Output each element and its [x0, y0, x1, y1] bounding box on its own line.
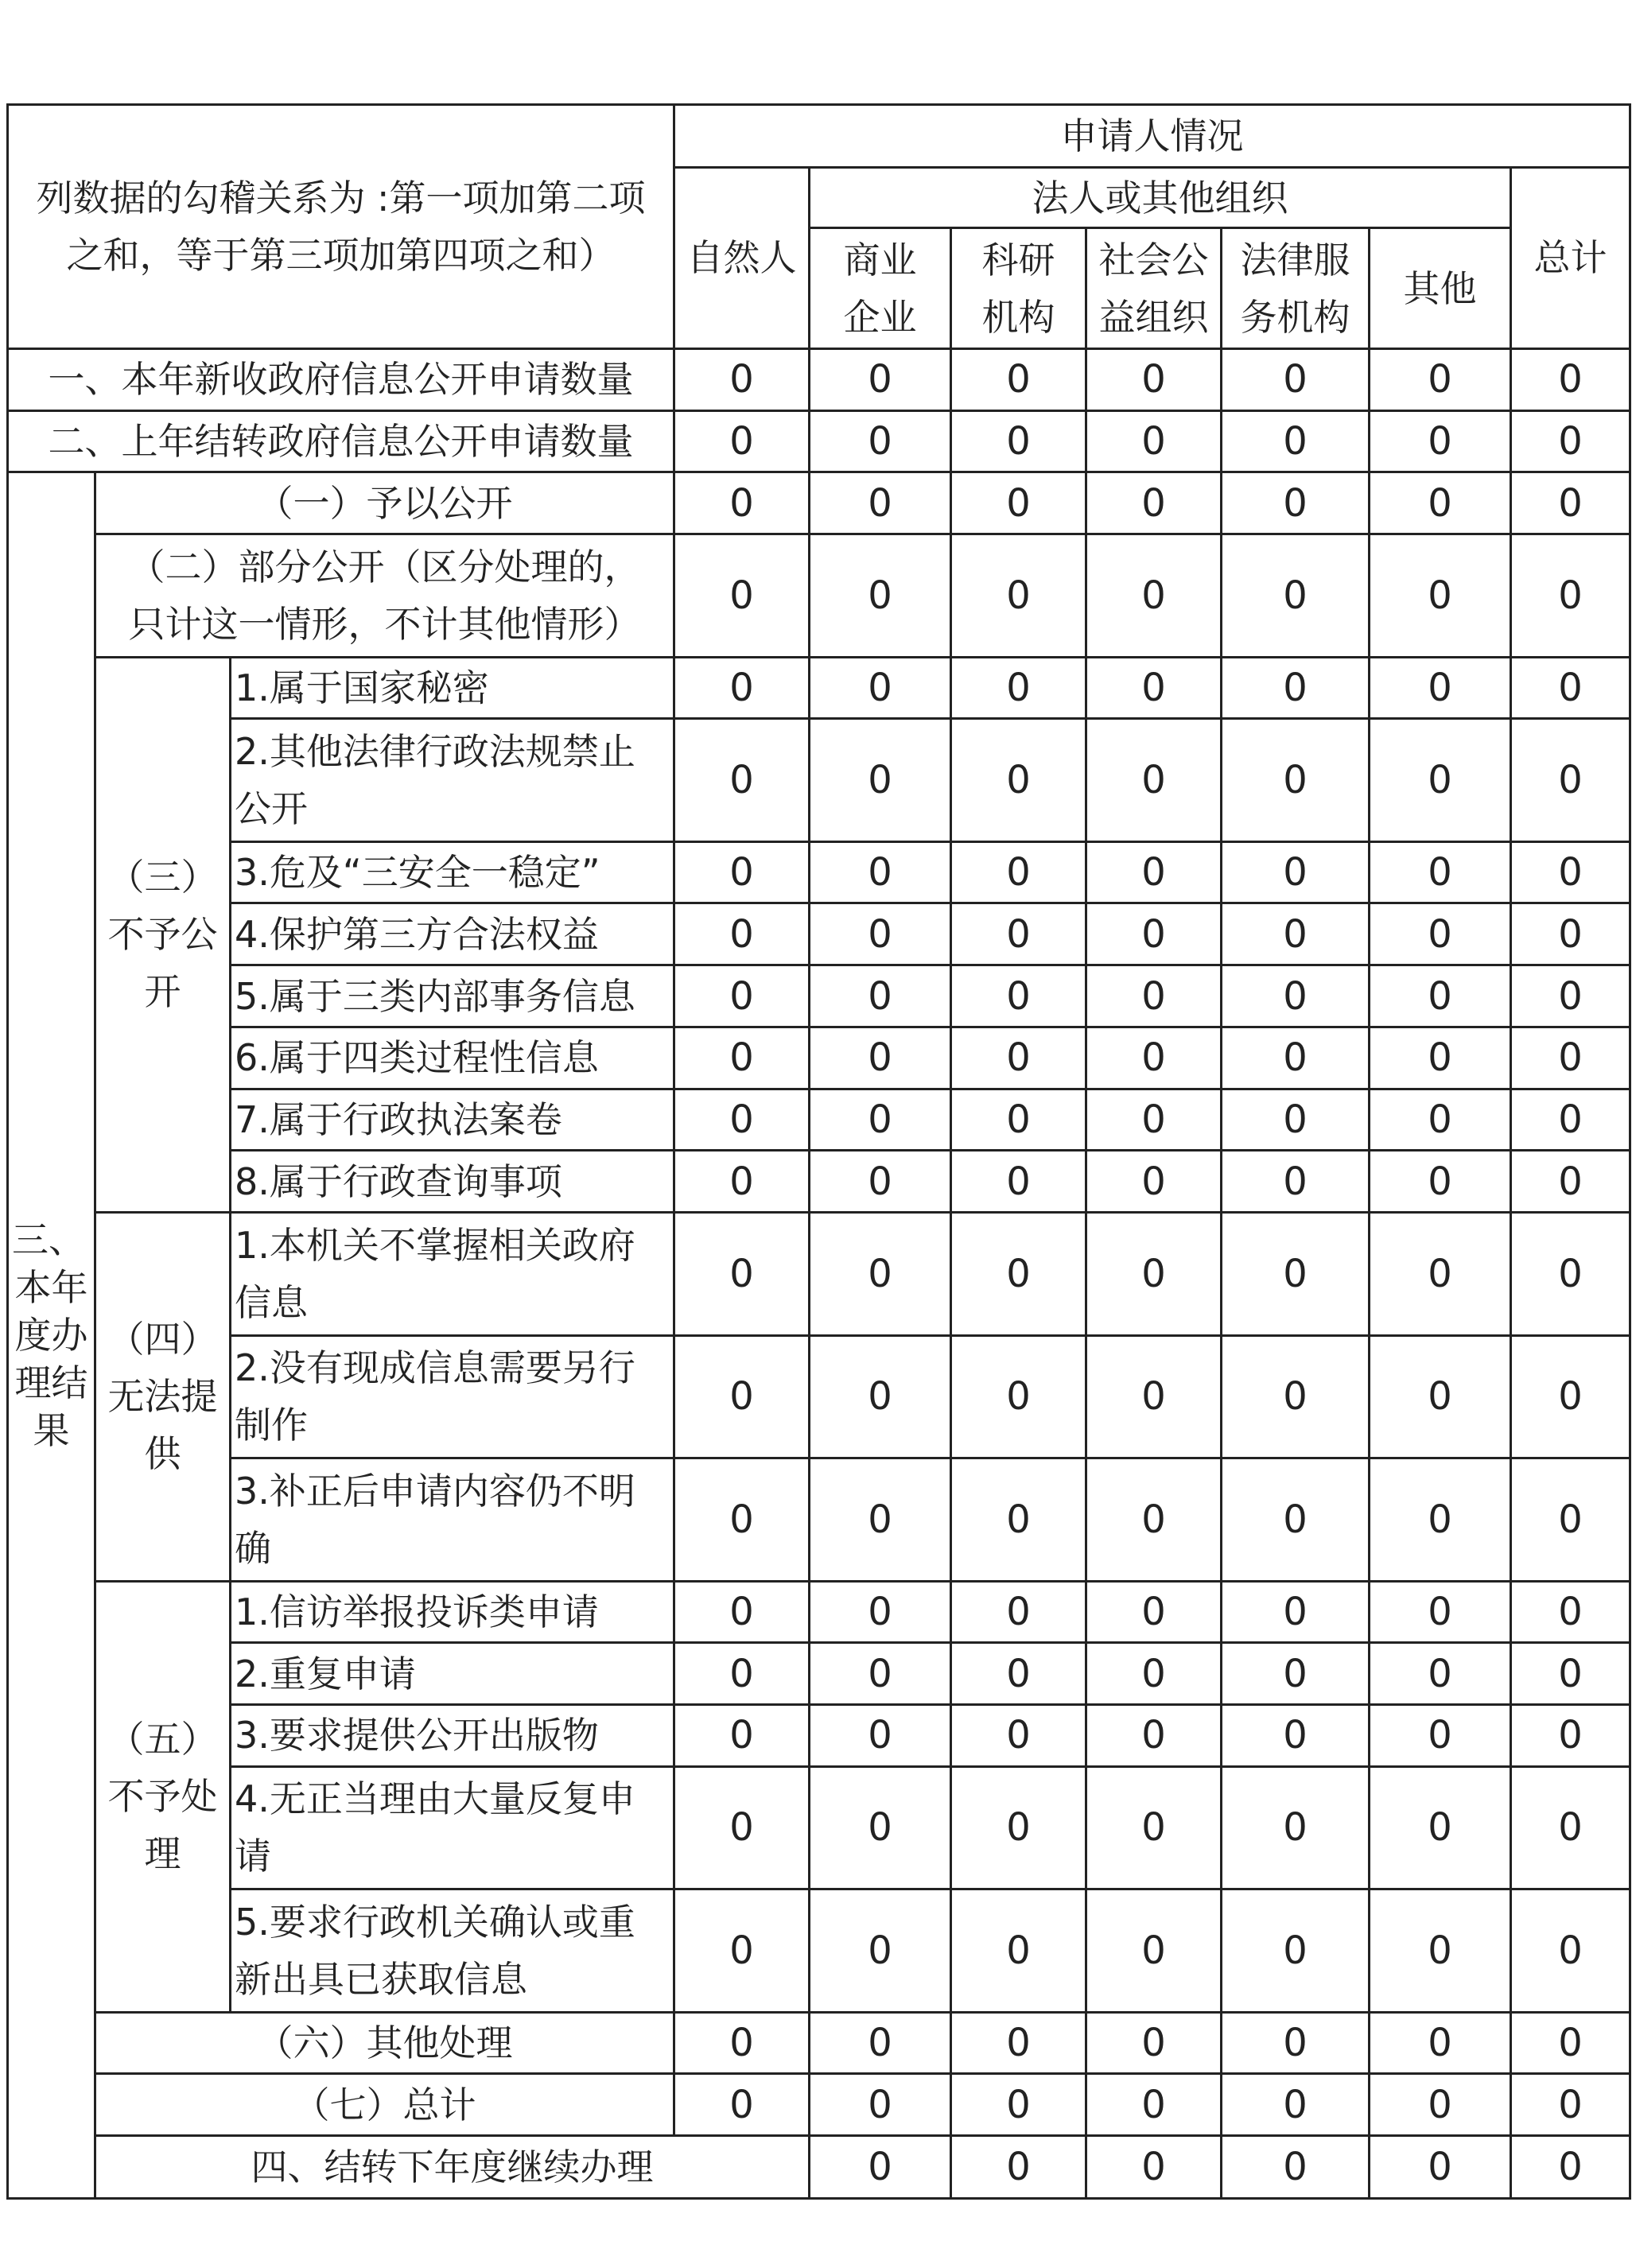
item-label [231, 1213, 674, 1335]
commercial-header [810, 228, 951, 348]
commercial-header-line1: 商业 [843, 238, 917, 282]
value-cell: 0 [1222, 1766, 1370, 1889]
value-cell: 0 [1511, 472, 1630, 534]
value-cell: 0 [674, 1766, 810, 1889]
section-1-label: 一、本年新收政府信息公开申请数量 [8, 348, 674, 410]
value-cell: 0 [810, 472, 951, 534]
value-cell: 0 [1511, 1581, 1630, 1643]
value-cell: 0 [1222, 1151, 1370, 1213]
group-3-line3: 开 [144, 970, 181, 1014]
value-cell: 0 [1222, 410, 1370, 472]
other-header: 其他 [1370, 228, 1511, 348]
research-header-line1: 科研 [981, 238, 1055, 282]
value-cell: 0 [1511, 719, 1630, 841]
value-cell: 0 [951, 1766, 1086, 1889]
value-cell: 0 [1222, 841, 1370, 903]
value-cell: 0 [1370, 965, 1511, 1027]
value-cell: 0 [1370, 1581, 1511, 1643]
value-cell: 0 [1222, 1581, 1370, 1643]
value-cell: 0 [810, 1704, 951, 1766]
table-row [8, 1089, 1630, 1151]
table-row [8, 1581, 1630, 1643]
section-4-label: 四、结转下年度继续办理 [95, 2136, 810, 2199]
research-header [951, 228, 1086, 348]
value-cell: 0 [1511, 841, 1630, 903]
value-cell: 0 [1086, 1766, 1222, 1889]
value-cell: 0 [674, 1889, 810, 2012]
value-cell: 0 [1086, 1643, 1222, 1705]
table-row [8, 1704, 1630, 1766]
table-row [8, 1335, 1630, 1458]
value-cell: 0 [951, 903, 1086, 965]
item-label [231, 719, 674, 841]
value-cell: 0 [1086, 410, 1222, 472]
value-cell: 0 [810, 657, 951, 719]
item-label: 1.属于国家秘密 [231, 657, 674, 719]
item-label-line1: 2.没有现成信息需要另行 [235, 1346, 635, 1390]
legal-service-header-line2: 务机构 [1240, 295, 1350, 339]
value-cell: 0 [1511, 657, 1630, 719]
value-cell: 0 [1511, 1458, 1630, 1581]
item-label-line2: 公开 [235, 787, 308, 830]
group-2-label [95, 534, 674, 657]
value-cell: 0 [1086, 1458, 1222, 1581]
value-cell: 0 [1086, 2136, 1222, 2199]
value-cell: 0 [1511, 965, 1630, 1027]
item-label [231, 1889, 674, 2012]
item-label: 1.信访举报投诉类申请 [231, 1581, 674, 1643]
section-3-line1: 三、 [12, 1218, 85, 1262]
group-5-line2: 不予处 [107, 1775, 218, 1819]
section-3-line2: 本年 [14, 1266, 88, 1310]
item-label-line2: 确 [235, 1526, 271, 1570]
group-3-label [95, 657, 231, 1213]
item-label: 7.属于行政执法案卷 [231, 1089, 674, 1151]
value-cell: 0 [674, 1581, 810, 1643]
table-row [8, 2074, 1630, 2136]
natural-person-header: 自然人 [674, 167, 810, 348]
value-cell: 0 [1222, 657, 1370, 719]
value-cell: 0 [674, 1704, 810, 1766]
value-cell: 0 [951, 1458, 1086, 1581]
item-label: 3.危及“三安全一稳定” [231, 841, 674, 903]
value-cell: 0 [810, 903, 951, 965]
value-cell: 0 [674, 1213, 810, 1335]
value-cell: 0 [951, 348, 1086, 410]
value-cell: 0 [1222, 719, 1370, 841]
value-cell: 0 [810, 1335, 951, 1458]
legal-group-header: 法人或其他组织 [810, 167, 1511, 228]
item-label: 6.属于四类过程性信息 [231, 1027, 674, 1089]
legal-service-header-line1: 法律服 [1240, 238, 1350, 282]
corner-header-line1: 列数据的勾稽关系为 :第一项加第二项 [36, 176, 646, 219]
table-row [8, 965, 1630, 1027]
group-4-label [95, 1213, 231, 1581]
item-label-line2: 制作 [235, 1404, 308, 1447]
value-cell: 0 [674, 657, 810, 719]
value-cell: 0 [1370, 410, 1511, 472]
value-cell: 0 [674, 841, 810, 903]
corner-header-cell [8, 105, 674, 349]
item-label-line1: 2.其他法律行政法规禁止 [235, 730, 635, 773]
table-row [8, 903, 1630, 965]
value-cell: 0 [810, 1151, 951, 1213]
value-cell: 0 [1086, 719, 1222, 841]
table-row [8, 1643, 1630, 1705]
table-row [8, 2012, 1630, 2074]
value-cell: 0 [810, 965, 951, 1027]
value-cell: 0 [810, 841, 951, 903]
value-cell: 0 [674, 410, 810, 472]
commercial-header-line2: 企业 [843, 295, 917, 339]
table-row [8, 534, 1630, 657]
table-row [8, 657, 1630, 719]
value-cell: 0 [1511, 1027, 1630, 1089]
value-cell: 0 [1511, 2136, 1630, 2199]
group-6-label: （六）其他处理 [95, 2012, 674, 2074]
value-cell: 0 [1222, 2012, 1370, 2074]
statistics-table [6, 103, 1631, 2200]
value-cell: 0 [810, 2012, 951, 2074]
value-cell: 0 [1086, 2074, 1222, 2136]
item-label [231, 1766, 674, 1889]
total-header: 总计 [1511, 167, 1630, 348]
public-org-header-line1: 社会公 [1098, 238, 1209, 282]
value-cell: 0 [674, 2074, 810, 2136]
value-cell: 0 [810, 1643, 951, 1705]
value-cell: 0 [1086, 348, 1222, 410]
table-row [8, 472, 1630, 534]
value-cell: 0 [674, 1335, 810, 1458]
value-cell: 0 [1370, 1213, 1511, 1335]
value-cell: 0 [1370, 1151, 1511, 1213]
item-label: 5.属于三类内部事务信息 [231, 965, 674, 1027]
value-cell: 0 [1370, 2074, 1511, 2136]
value-cell: 0 [1222, 1335, 1370, 1458]
value-cell: 0 [1086, 965, 1222, 1027]
value-cell: 0 [1086, 2012, 1222, 2074]
value-cell: 0 [1370, 841, 1511, 903]
item-label-line2: 信息 [235, 1280, 308, 1324]
value-cell: 0 [1086, 1213, 1222, 1335]
value-cell: 0 [951, 1213, 1086, 1335]
value-cell: 0 [810, 1089, 951, 1151]
value-cell: 0 [1222, 1213, 1370, 1335]
value-cell: 0 [951, 1089, 1086, 1151]
table-row [8, 841, 1630, 903]
section-3-line4: 理结 [14, 1361, 88, 1405]
table-row [8, 1027, 1630, 1089]
value-cell: 0 [1222, 1643, 1370, 1705]
item-label [231, 1458, 674, 1581]
value-cell: 0 [1222, 2074, 1370, 2136]
value-cell: 0 [674, 2012, 810, 2074]
value-cell: 0 [951, 1704, 1086, 1766]
value-cell: 0 [1370, 657, 1511, 719]
group-3-line1: （三） [107, 856, 218, 899]
value-cell: 0 [674, 903, 810, 965]
value-cell: 0 [674, 1151, 810, 1213]
section-3-line5: 果 [33, 1409, 70, 1453]
value-cell: 0 [951, 841, 1086, 903]
item-label-line2: 新出具已获取信息 [235, 1957, 527, 2001]
value-cell: 0 [1086, 534, 1222, 657]
value-cell: 0 [810, 719, 951, 841]
value-cell: 0 [951, 719, 1086, 841]
value-cell: 0 [810, 1766, 951, 1889]
value-cell: 0 [1370, 1889, 1511, 2012]
value-cell: 0 [674, 534, 810, 657]
group-4-line3: 供 [144, 1432, 181, 1476]
value-cell: 0 [951, 1889, 1086, 2012]
value-cell: 0 [1086, 1335, 1222, 1458]
value-cell: 0 [1370, 2012, 1511, 2074]
value-cell: 0 [674, 1458, 810, 1581]
value-cell: 0 [1086, 903, 1222, 965]
group-1-label: （一）予以公开 [95, 472, 674, 534]
group-5-line3: 理 [144, 1832, 181, 1876]
value-cell: 0 [1086, 657, 1222, 719]
item-label-line1: 1.本机关不掌握相关政府 [235, 1223, 635, 1267]
table-row [8, 1151, 1630, 1213]
value-cell: 0 [810, 1889, 951, 2012]
table-row [8, 410, 1630, 472]
corner-header-line2: 之和，等于第三项加第四项之和） [66, 233, 616, 277]
value-cell: 0 [1222, 472, 1370, 534]
value-cell: 0 [810, 1581, 951, 1643]
group-4-line2: 无法提 [107, 1375, 218, 1419]
table-row [8, 1458, 1630, 1581]
value-cell: 0 [674, 1643, 810, 1705]
value-cell: 0 [951, 534, 1086, 657]
value-cell: 0 [1511, 1643, 1630, 1705]
table-row [8, 348, 1630, 410]
value-cell: 0 [951, 472, 1086, 534]
value-cell: 0 [1222, 1889, 1370, 2012]
value-cell: 0 [1370, 472, 1511, 534]
value-cell: 0 [1511, 1889, 1630, 2012]
value-cell: 0 [1222, 965, 1370, 1027]
value-cell: 0 [674, 719, 810, 841]
item-label: 2.重复申请 [231, 1643, 674, 1705]
value-cell: 0 [1086, 1581, 1222, 1643]
value-cell: 0 [1370, 719, 1511, 841]
item-label-line1: 3.补正后申请内容仍不明 [235, 1469, 635, 1513]
section-3-line3: 度办 [14, 1314, 88, 1357]
value-cell: 0 [1511, 903, 1630, 965]
table-row [8, 2136, 1630, 2199]
value-cell: 0 [1370, 1458, 1511, 1581]
value-cell: 0 [951, 2012, 1086, 2074]
value-cell: 0 [1370, 903, 1511, 965]
value-cell: 0 [1511, 1213, 1630, 1335]
value-cell: 0 [951, 657, 1086, 719]
value-cell: 0 [1370, 1704, 1511, 1766]
value-cell: 0 [1370, 1027, 1511, 1089]
group-3-line2: 不予公 [107, 913, 218, 957]
value-cell: 0 [674, 348, 810, 410]
value-cell: 0 [1086, 472, 1222, 534]
group-7-label: （七）总计 [95, 2074, 674, 2136]
group-2-line1: （二）部分公开（区分处理的， [128, 545, 641, 588]
item-label-line2: 请 [235, 1835, 271, 1878]
table-row [8, 1766, 1630, 1889]
section-3-label [8, 472, 95, 2199]
value-cell: 0 [1511, 1704, 1630, 1766]
value-cell: 0 [951, 1581, 1086, 1643]
item-label [231, 1335, 674, 1458]
value-cell: 0 [1086, 1704, 1222, 1766]
value-cell: 0 [1511, 534, 1630, 657]
item-label: 8.属于行政查询事项 [231, 1151, 674, 1213]
legal-service-header [1222, 228, 1370, 348]
value-cell: 0 [810, 348, 951, 410]
value-cell: 0 [1222, 1089, 1370, 1151]
value-cell: 0 [674, 472, 810, 534]
value-cell: 0 [674, 1027, 810, 1089]
value-cell: 0 [1370, 2136, 1511, 2199]
table-row [8, 1889, 1630, 2012]
value-cell: 0 [1222, 348, 1370, 410]
value-cell: 0 [951, 410, 1086, 472]
section-2-label: 二、上年结转政府信息公开申请数量 [8, 410, 674, 472]
value-cell: 0 [951, 2136, 1086, 2199]
group-4-line1: （四） [107, 1318, 218, 1361]
value-cell: 0 [810, 534, 951, 657]
value-cell: 0 [1511, 348, 1630, 410]
public-org-header [1086, 228, 1222, 348]
research-header-line2: 机构 [981, 295, 1055, 339]
value-cell: 0 [1370, 1643, 1511, 1705]
value-cell: 0 [810, 2136, 951, 2199]
item-label-line1: 4.无正当理由大量反复申 [235, 1777, 635, 1821]
group-5-line1: （五） [107, 1718, 218, 1761]
value-cell: 0 [810, 1458, 951, 1581]
value-cell: 0 [1222, 903, 1370, 965]
value-cell: 0 [1222, 1704, 1370, 1766]
value-cell: 0 [1511, 1335, 1630, 1458]
value-cell: 0 [951, 2074, 1086, 2136]
value-cell: 0 [1086, 1027, 1222, 1089]
value-cell: 0 [1370, 1089, 1511, 1151]
public-org-header-line2: 益组织 [1098, 295, 1209, 339]
value-cell: 0 [1222, 1458, 1370, 1581]
table-row [8, 1213, 1630, 1335]
value-cell: 0 [810, 1027, 951, 1089]
group-2-line2: 只计这一情形，不计其他情形） [128, 602, 641, 646]
table-row [8, 719, 1630, 841]
value-cell: 0 [1370, 1335, 1511, 1458]
value-cell: 0 [674, 965, 810, 1027]
item-label: 4.保护第三方合法权益 [231, 903, 674, 965]
value-cell: 0 [810, 1213, 951, 1335]
value-cell: 0 [951, 1335, 1086, 1458]
value-cell: 0 [1511, 1766, 1630, 1889]
value-cell: 0 [1222, 2136, 1370, 2199]
value-cell: 0 [951, 1027, 1086, 1089]
applicant-situation-header: 申请人情况 [674, 105, 1630, 168]
value-cell: 0 [951, 1643, 1086, 1705]
value-cell: 0 [1511, 2074, 1630, 2136]
value-cell: 0 [1370, 348, 1511, 410]
value-cell: 0 [810, 410, 951, 472]
value-cell: 0 [1222, 534, 1370, 657]
value-cell: 0 [1511, 1089, 1630, 1151]
value-cell: 0 [1511, 2012, 1630, 2074]
value-cell: 0 [810, 2074, 951, 2136]
value-cell: 0 [1511, 410, 1630, 472]
value-cell: 0 [951, 1151, 1086, 1213]
value-cell: 0 [1086, 1889, 1222, 2012]
value-cell: 0 [1511, 1151, 1630, 1213]
group-5-label [95, 1581, 231, 2012]
value-cell: 0 [674, 1089, 810, 1151]
value-cell: 0 [1086, 1151, 1222, 1213]
item-label-line1: 5.要求行政机关确认或重 [235, 1900, 635, 1944]
value-cell: 0 [1370, 1766, 1511, 1889]
value-cell: 0 [1086, 1089, 1222, 1151]
item-label: 3.要求提供公开出版物 [231, 1704, 674, 1766]
value-cell: 0 [951, 965, 1086, 1027]
value-cell: 0 [1222, 1027, 1370, 1089]
value-cell: 0 [1370, 534, 1511, 657]
value-cell: 0 [1086, 841, 1222, 903]
